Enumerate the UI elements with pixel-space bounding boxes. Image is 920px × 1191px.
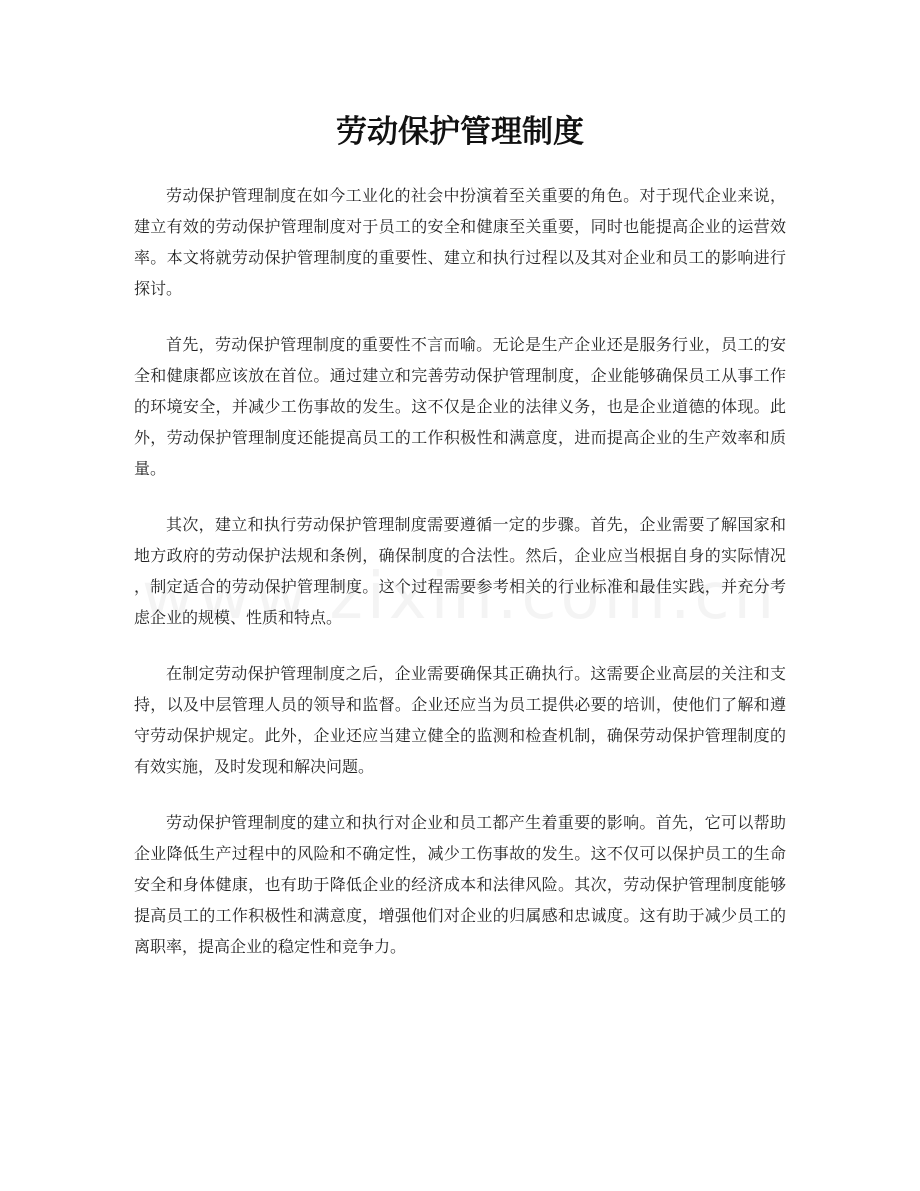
document-body <box>134 180 786 987</box>
document-title: 劳动保护管理制度 <box>336 114 584 150</box>
paragraph-3: 其次，建立和执行劳动保护管理制度需要遵循一定的步骤。首先，企业需要了解国家和地方政府的劳动保护法规和条例，确保制度的合法性。然后，企业应当根据自身的实际情况，制定适合的劳动保护管理制度。这个过程需要参考相关的行业标准和最佳实践，并充分考虑企业的规模、性质和特点。 <box>134 515 786 627</box>
paragraph-5: 劳动保护管理制度的建立和执行对企业和员工都产生着重要的影响。首先，它可以帮助企业降低生产过程中的风险和不确定性，减少工伤事故的发生。这不仅可以保护员工的生命安全和身体健康，也有助于降低企业的经济成本和法律风险。其次，劳动保护管理制度能够提高员工的工作积极性和满意度，增强他们对企业的归属感和忠诚度。这有助于减少员工的离职率，提高企业的稳定性和竞争力。 <box>134 813 786 956</box>
paragraph-4: 在制定劳动保护管理制度之后，企业需要确保其正确执行。这需要企业高层的关注和支持，以及中层管理人员的领导和监督。企业还应当为员工提供必要的培训，使他们了解和遵守劳动保护规定。此外，企业还应当建立健全的监测和检查机制，确保劳动保护管理制度的有效实施，及时发现和解决问题。 <box>134 664 786 776</box>
paragraph-1: 劳动保护管理制度在如今工业化的社会中扮演着至关重要的角色。对于现代企业来说，建立有效的劳动保护管理制度对于员工的安全和健康至关重要，同时也能提高企业的运营效率。本文将就劳动保护管理制度的重要性、建立和执行过程以及其对企业和员工的影响进行探讨。 <box>134 186 786 298</box>
paragraph-2: 首先，劳动保护管理制度的重要性不言而喻。无论是生产企业还是服务行业，员工的安全和健康都应该放在首位。通过建立和完善劳动保护管理制度，企业能够确保员工从事工作的环境安全，并减少工伤事故的发生。这不仅是企业的法律义务，也是企业道德的体现。此外，劳动保护管理制度还能提高员工的工作积极性和满意度，进而提高企业的生产效率和质量。 <box>134 335 786 478</box>
